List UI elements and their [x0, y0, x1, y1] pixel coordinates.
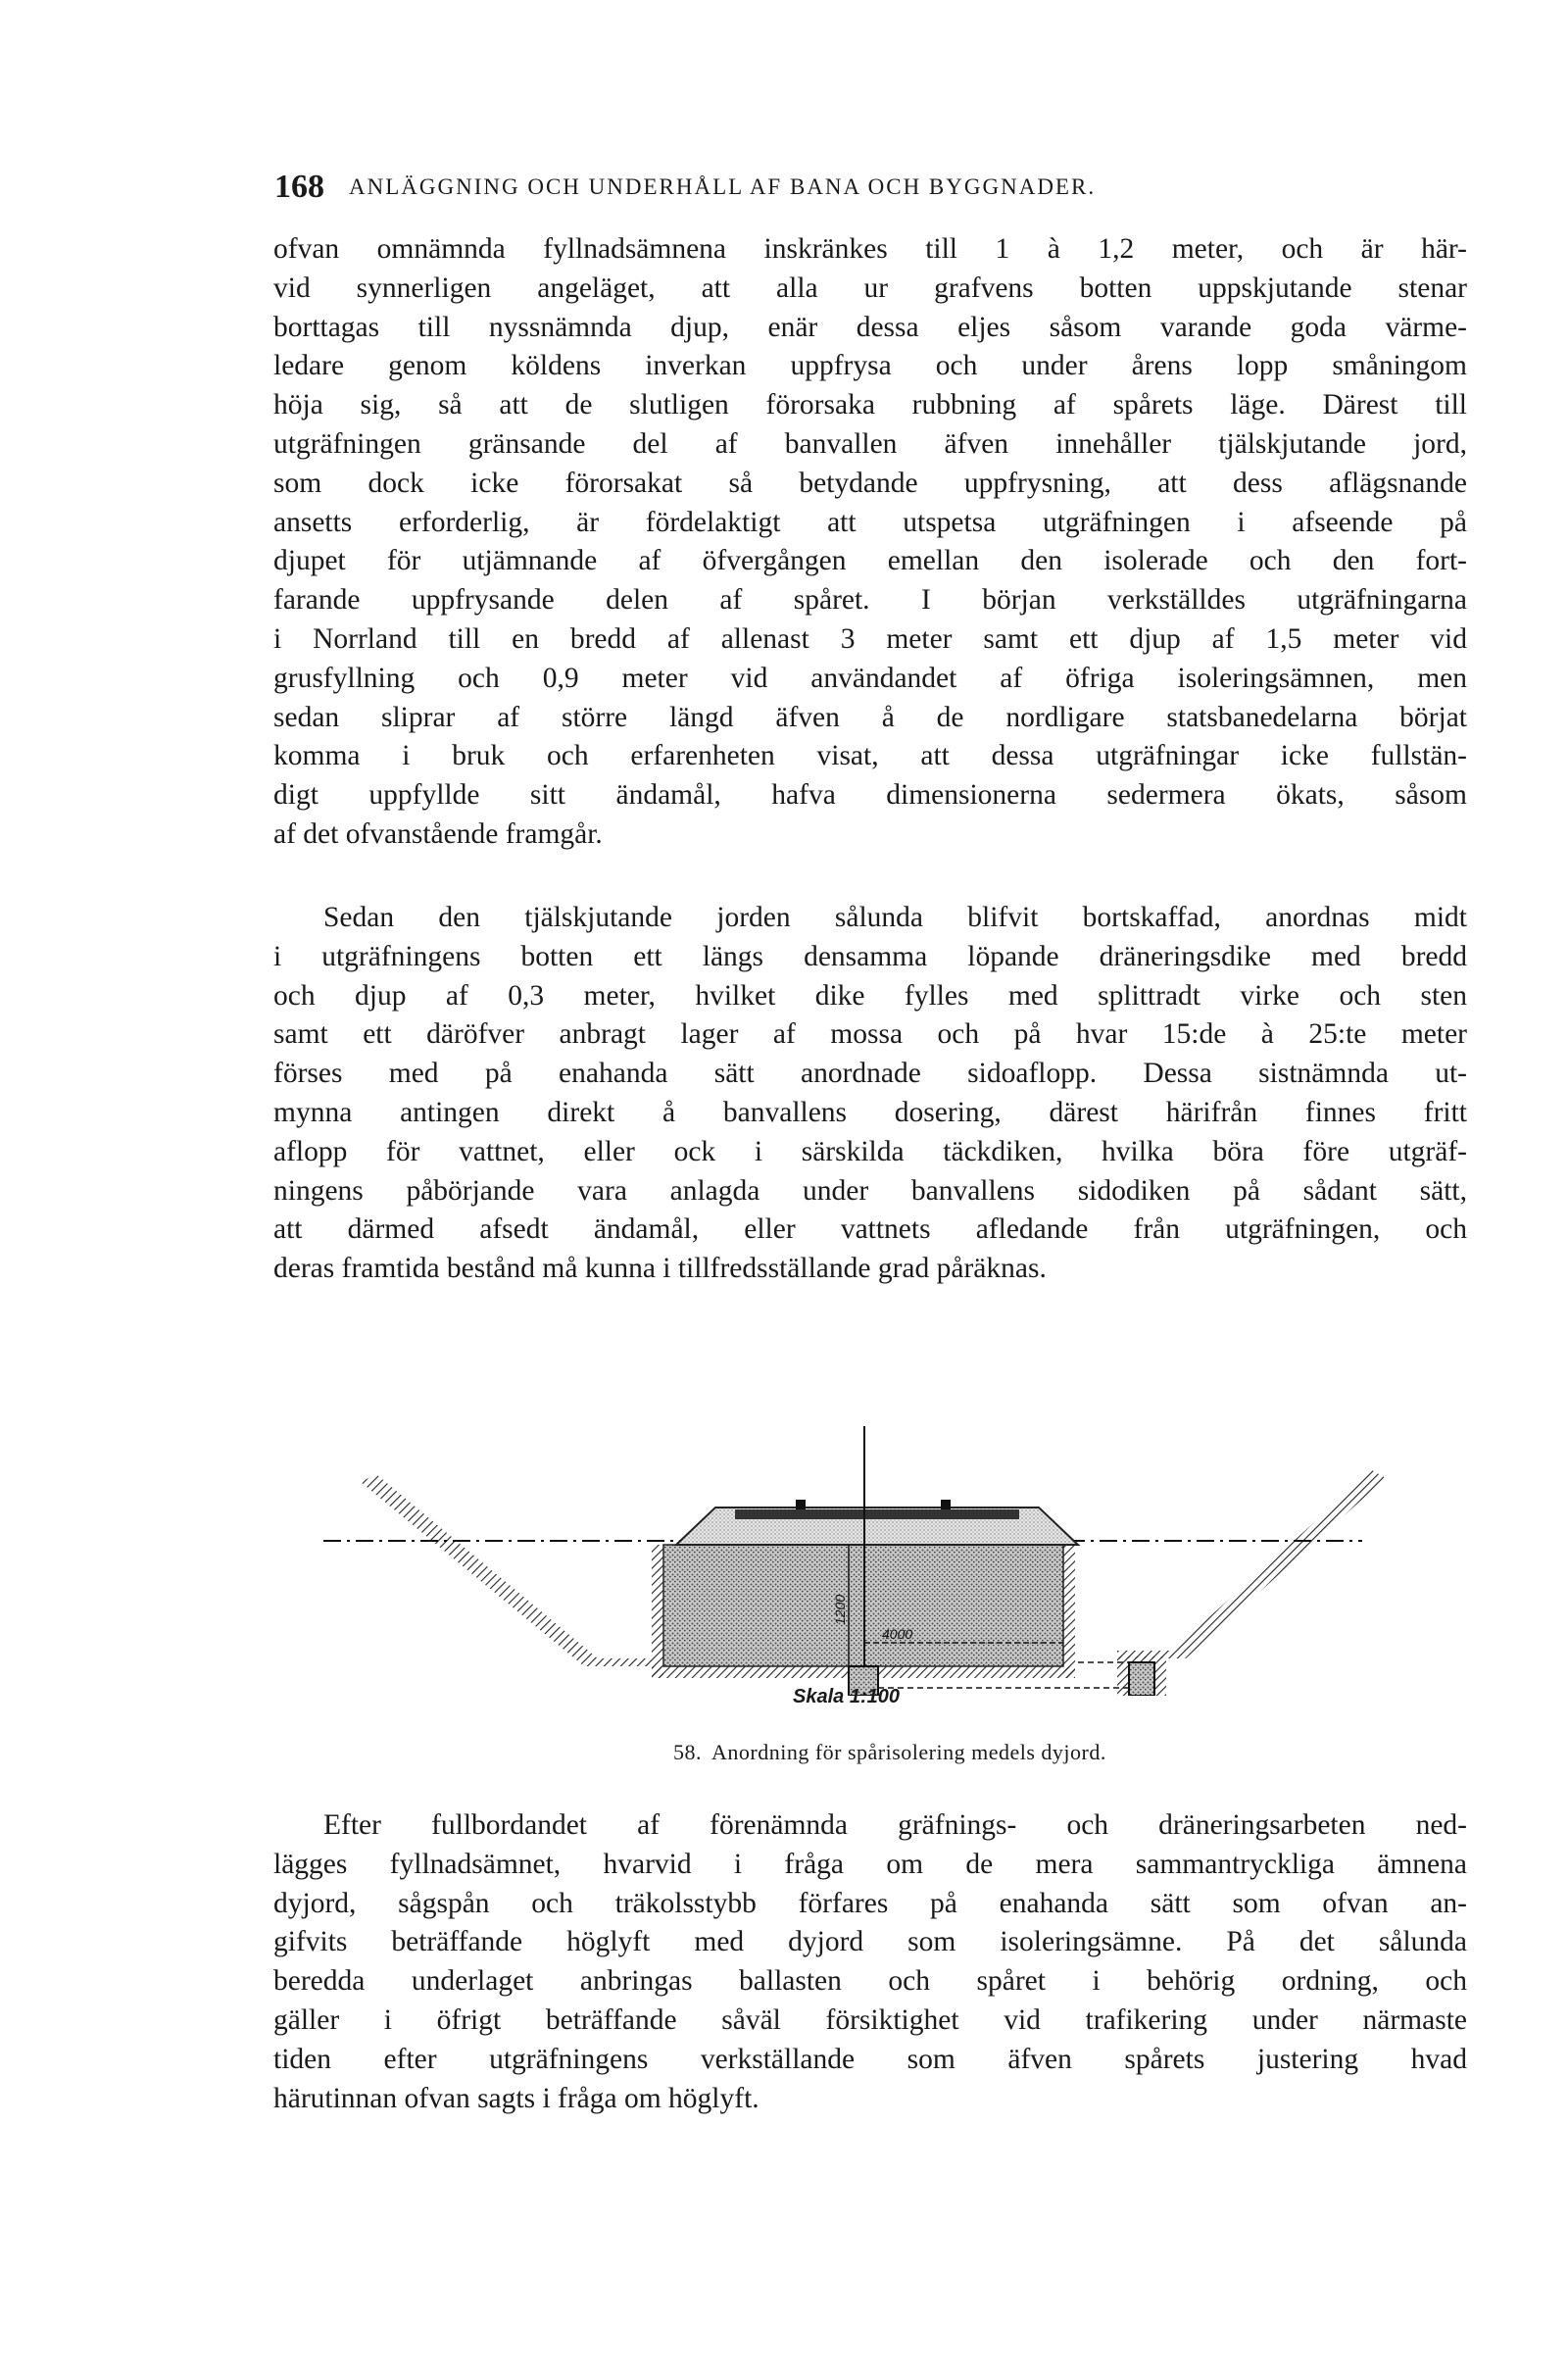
width-dimension-label: 4000 — [882, 1626, 913, 1642]
paragraph-1 — [273, 230, 1467, 855]
text-line: djupet för utjämnande af öfvergången emellan den isolerade och den fort- — [273, 545, 1467, 577]
text-line: vid synnerligen angeläget, att alla ur grafvens botten uppskjutande stenar — [273, 272, 1467, 304]
depth-dimension-label: 1200 — [832, 1594, 848, 1625]
text-line: gifvits beträffande höglyft med dyjord som isoleringsämne. På det sålunda — [273, 1926, 1467, 1958]
text-line: mynna antingen direkt å banvallens dosering, därest härifrån finnes fritt — [273, 1096, 1467, 1128]
page-header — [274, 169, 1372, 208]
rail-left — [796, 1500, 806, 1509]
paragraph-2 — [273, 899, 1467, 1289]
caption-number: 58. — [673, 1740, 702, 1764]
text-line: Sedan den tjälskjutande jorden sålunda blifvit bortskaffad, anordnas midt — [323, 902, 1467, 933]
excavation-wall-left — [652, 1545, 663, 1678]
caption-text: Anordning för spårisolering medels dyjord. — [711, 1740, 1106, 1764]
text-line: ansetts erforderlig, är fördelaktigt att utspetsa utgräfningen i afseende på — [273, 506, 1467, 538]
text-line: ofvan omnämnda fyllnadsämnena inskränkes till 1 à 1,2 meter, och är här- — [273, 233, 1467, 265]
text-line: ningens påbörjande vara anlagda under banvallens sidodiken på sådant sätt, — [273, 1174, 1467, 1207]
text-line: farande uppfrysande delen af spåret. I början verkställdes utgräfningarna — [273, 584, 1467, 617]
text-line: att därmed afsedt ändamål, eller vattnets afledande från utgräfningen, och — [273, 1213, 1467, 1246]
scale-label: Skala 1:100 — [793, 1686, 900, 1707]
text-line: dyjord, sågspån och träkolsstybb förfares på enahanda sätt som ofvan an- — [273, 1887, 1467, 1919]
side-drain-fill — [1129, 1662, 1154, 1696]
text-line: samt ett däröfver anbragt lager af mossa och på hvar 15:de à 25:te meter — [273, 1018, 1467, 1051]
text-line: beredda underlaget anbringas ballasten och spåret i behörig ordning, och — [273, 1965, 1467, 1998]
text-line: aflopp för vattnet, eller ock i särskilda täckdiken, hvilka böra före utgräf- — [273, 1135, 1467, 1167]
text-line: lägges fyllnadsämnet, hvarvid i fråga om de mera sammantryckliga ämnena — [273, 1848, 1467, 1880]
text-line: ledare genom köldens inverkan uppfrysa och under årens lopp småningom — [273, 350, 1467, 382]
right-slope — [1172, 1470, 1386, 1658]
paragraph-3 — [273, 1806, 1467, 2118]
text-line: komma i bruk och erfarenheten visat, att dessa utgräfningar icke fullstän- — [273, 740, 1467, 772]
left-slope — [361, 1474, 598, 1666]
running-head: ANLÄGGNING OCH UNDERHÅLL AF BANA OCH BYGGNADER. — [349, 174, 1097, 199]
text-line: gäller i öfrigt beträffande såväl försiktighet vid trafikering under närmaste — [273, 2003, 1467, 2036]
text-line: grusfyllning och 0,9 meter vid användandet af öfriga isoleringsämnen, men — [273, 662, 1467, 694]
text-line: utgräfningen gränsande del af banvallen äfven innehåller tjälskjutande jord, — [273, 427, 1467, 460]
sleeper — [735, 1509, 1019, 1519]
page-number: 168 — [274, 169, 324, 205]
figure-caption — [673, 1740, 1106, 1765]
text-line: i utgräfningens botten ett längs densamma löpande dräneringsdike med bredd — [273, 940, 1467, 972]
excavation-wall-right — [1063, 1545, 1075, 1678]
text-line: deras framtida bestånd må kunna i tillfredsställande grad påräknas. — [273, 1253, 1047, 1285]
text-line: som dock icke förorsakat så betydande uppfrysning, att dess aflägsnande — [273, 467, 1467, 499]
text-line: höja sig, så att de slutligen förorsaka rubbning af spårets läge. Därest till — [273, 389, 1467, 421]
text-line: af det ofvanstående framgår. — [273, 817, 603, 850]
text-line: borttagas till nyssnämnda djup, enär dessa eljes såsom varande goda värme- — [273, 311, 1467, 343]
rail-right — [941, 1500, 951, 1509]
text-line: i Norrland till en bredd af allenast 3 meter samt ett djup af 1,5 meter vid — [273, 622, 1467, 655]
text-line: Efter fullbordandet af förenämnda gräfnings- och dräneringsarbeten ned- — [323, 1809, 1467, 1841]
track-insulation-figure — [323, 1372, 1411, 1696]
text-line: tiden efter utgräfningens verkställande som äfven spårets justering hvad — [273, 2043, 1467, 2075]
text-line: sedan sliprar af större längd äfven å de nordligare statsbanedelarna börjat — [273, 701, 1467, 733]
text-line: härutinnan ofvan sagts i fråga om höglyft. — [273, 2082, 760, 2114]
cross-section-drawing — [323, 1372, 1411, 1696]
text-line: förses med på enahanda sätt anordnade sidoaflopp. Dessa sistnämnda ut- — [273, 1058, 1467, 1090]
text-line: och djup af 0,3 meter, hvilket dike fylles med splittradt virke och sten — [273, 979, 1467, 1012]
text-line: digt uppfyllde sitt ändamål, hafva dimensionerna sedermera ökats, såsom — [273, 779, 1467, 812]
